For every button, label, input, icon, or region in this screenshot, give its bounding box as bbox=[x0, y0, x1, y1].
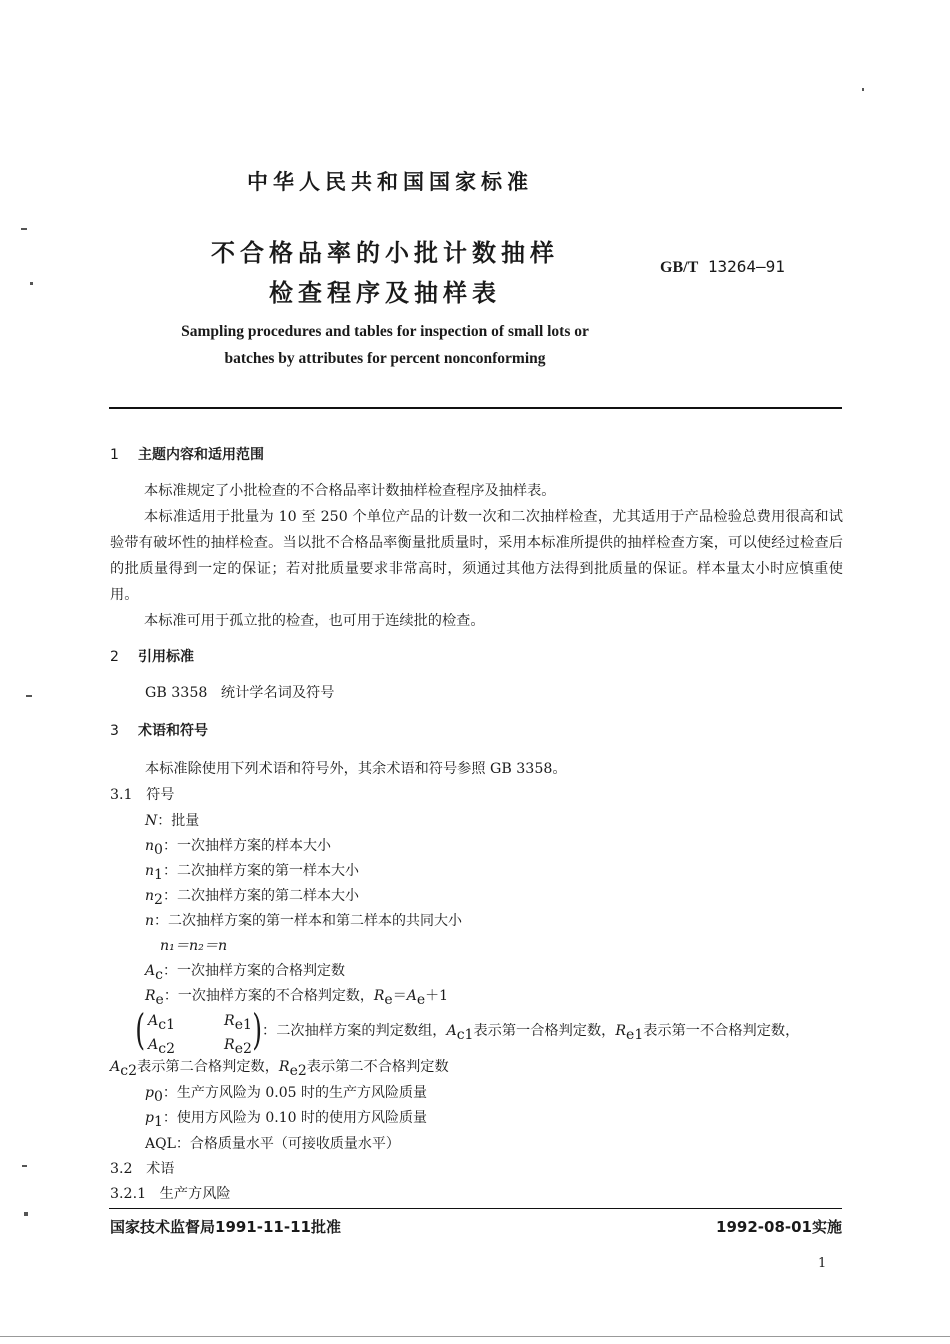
symbol-Re bbox=[145, 983, 448, 1013]
symbol-p0-letter: p bbox=[145, 1085, 154, 1101]
section-3-2-1-number: 3.2.1 bbox=[110, 1186, 147, 1202]
header-divider bbox=[109, 407, 842, 409]
symbol-Ac-letter: A bbox=[145, 963, 156, 979]
scan-speck bbox=[24, 1212, 28, 1216]
reference-code: GB 3358 bbox=[145, 685, 208, 701]
page-number: 1 bbox=[818, 1256, 827, 1271]
section-2-heading bbox=[110, 646, 194, 666]
section-3-2-1-heading bbox=[110, 1181, 231, 1207]
scan-speck bbox=[862, 88, 864, 91]
national-standard-title: 中华人民共和国国家标准 bbox=[247, 170, 533, 194]
matrix-definition-line-1 bbox=[262, 1018, 799, 1048]
matrix-definition-c: 表示第一不合格判定数， bbox=[643, 1023, 800, 1039]
matrix-right-brace: ) bbox=[252, 1005, 263, 1054]
section-1-number: 1 bbox=[110, 447, 119, 463]
scan-speck bbox=[30, 282, 33, 285]
matrix-Re1-letter: R bbox=[224, 1013, 235, 1029]
section-3-title: 术语和符号 bbox=[138, 723, 208, 739]
scan-edge-line bbox=[0, 1336, 950, 1337]
symbol-N-letter: N bbox=[145, 813, 158, 829]
equation-n1-n2-n: n₁＝n₂＝n bbox=[160, 938, 228, 954]
scan-speck bbox=[21, 228, 27, 230]
matrix-Ac1-letter: A bbox=[148, 1013, 159, 1029]
english-title-line-1: Sampling procedures and tables for inspection of small lots or bbox=[181, 323, 589, 340]
inline-Re1-subscript: e1 bbox=[626, 1026, 644, 1043]
equation-Re-lhs-subscript: e bbox=[384, 991, 393, 1008]
section-2-title: 引用标准 bbox=[138, 649, 194, 665]
standard-code: 13264—91 bbox=[707, 257, 785, 276]
symbol-aql: AQL：合格质量水平（可接收质量水平） bbox=[145, 1136, 400, 1152]
section-3-2-title: 术语 bbox=[146, 1161, 175, 1177]
matrix-Ac2-letter: A bbox=[148, 1037, 159, 1053]
section-2-number: 2 bbox=[110, 649, 119, 665]
effective-date: 1992-08-01实施 bbox=[716, 1218, 842, 1236]
symbol-p1-subscript: 1 bbox=[153, 1113, 163, 1130]
equation-Re-lhs: R bbox=[373, 988, 385, 1004]
symbol-N-definition: ：批量 bbox=[157, 813, 200, 829]
symbol-Re-definition: ：一次抽样方案的不合格判定数， bbox=[163, 988, 374, 1004]
symbol-n1-subscript: 1 bbox=[154, 866, 163, 883]
section-1-heading bbox=[110, 444, 264, 464]
section-3-1-title: 符号 bbox=[146, 787, 175, 803]
matrix-definition-a: ：二次抽样方案的判定数组， bbox=[262, 1023, 447, 1039]
english-title-line-2: batches by attributes for percent nonconforming bbox=[224, 350, 546, 367]
section-3-2-heading bbox=[110, 1156, 175, 1182]
equation-Re-plus-one: ＋1 bbox=[425, 988, 449, 1004]
section-1-paragraph-2: 本标准适用于批量为 10 至 250 个单位产品的计数一次和二次抽样检查，尤其适用于产品检验总费用很高和试验带有破坏性的抽样检查。当以批不合格品率衡量批质量时，采用本标准所提供的抽样检查方案，可以使经过检查后的批质量得到一定的保证；若对批质量要求非常高时，须通过其他方法得到批质量的保证。样本量太小时应慎重使用。 bbox=[110, 509, 843, 603]
symbol-n1-definition: ：二次抽样方案的第一样本大小 bbox=[162, 863, 359, 879]
symbol-n2-letter: n bbox=[145, 888, 155, 904]
inline-Re2-letter: R bbox=[278, 1059, 290, 1075]
approval-statement: 国家技术监督局1991-11-11批准 bbox=[110, 1218, 341, 1236]
equation-Re-rhs: A bbox=[406, 988, 417, 1004]
symbol-n-letter: n bbox=[145, 913, 155, 929]
symbol-p0-definition: ：生产方风险为 0.05 时的生产方风险质量 bbox=[162, 1085, 427, 1101]
matrix-left-brace: ( bbox=[135, 1005, 146, 1054]
symbol-Re-subscript: e bbox=[155, 991, 164, 1008]
symbol-n0-definition: ：一次抽样方案的样本大小 bbox=[162, 838, 331, 854]
section-1-title: 主题内容和适用范围 bbox=[138, 447, 264, 463]
matrix-Re2-subscript: e2 bbox=[234, 1040, 252, 1057]
section-3-1-number: 3.1 bbox=[110, 787, 133, 803]
symbol-n2-subscript: 2 bbox=[154, 891, 163, 908]
reference-title: 统计学名词及符号 bbox=[220, 685, 335, 701]
section-1-paragraph-3: 本标准可用于孤立批的检查，也可用于连续批的检查。 bbox=[144, 613, 485, 629]
symbol-p1-definition: ：使用方风险为 0.10 时的使用方风险质量 bbox=[162, 1110, 427, 1126]
section-3-2-1-title: 生产方风险 bbox=[159, 1186, 231, 1202]
symbol-Re-letter: R bbox=[145, 988, 156, 1004]
section-1-body bbox=[110, 478, 843, 634]
section-3-number: 3 bbox=[110, 723, 119, 739]
footer-divider bbox=[109, 1208, 842, 1209]
symbol-n2-definition: ：二次抽样方案的第二样本大小 bbox=[162, 888, 359, 904]
matrix-Re2-letter: R bbox=[224, 1037, 235, 1053]
matrix-Re1-subscript: e1 bbox=[234, 1016, 252, 1033]
symbol-n0-subscript: 0 bbox=[154, 841, 163, 858]
document-title-line-2: 检查程序及抽样表 bbox=[269, 279, 501, 307]
normative-reference bbox=[145, 680, 334, 706]
symbol-n0-letter: n bbox=[145, 838, 155, 854]
symbol-Ac-subscript: c bbox=[155, 966, 163, 983]
matrix-Ac2-subscript: c2 bbox=[158, 1040, 175, 1057]
inline-Re2-subscript: e2 bbox=[289, 1062, 307, 1079]
section-3-1-heading bbox=[110, 782, 175, 808]
section-1-paragraph-1: 本标准规定了小批检查的不合格品率计数抽样检查程序及抽样表。 bbox=[144, 483, 556, 499]
scan-speck bbox=[22, 1165, 27, 1167]
matrix-definition-e: 表示第二不合格判定数 bbox=[306, 1059, 449, 1075]
symbol-n1-letter: n bbox=[145, 863, 155, 879]
symbol-n bbox=[145, 908, 462, 934]
inline-Ac1-subscript: c1 bbox=[456, 1026, 474, 1043]
equation-Re-equals: ＝ bbox=[392, 988, 407, 1004]
inline-Ac2-letter: A bbox=[110, 1059, 121, 1075]
symbol-p0-subscript: 0 bbox=[153, 1088, 163, 1105]
inline-Ac1-letter: A bbox=[446, 1023, 457, 1039]
symbol-n-definition: ：二次抽样方案的第一样本和第二样本的共同大小 bbox=[154, 913, 463, 929]
symbol-Ac-definition: ：一次抽样方案的合格判定数 bbox=[162, 963, 345, 979]
inline-Re1-letter: R bbox=[615, 1023, 627, 1039]
standard-prefix: GB/T bbox=[660, 259, 699, 276]
inline-Ac2-subscript: c2 bbox=[120, 1062, 137, 1079]
section-3-intro: 本标准除使用下列术语和符号外，其余术语和符号参照 GB 3358。 bbox=[145, 761, 567, 777]
scan-speck bbox=[26, 695, 32, 697]
document-title-line-1: 不合格品率的小批计数抽样 bbox=[211, 239, 559, 267]
standard-number bbox=[660, 257, 785, 277]
equation-Re-rhs-subscript: e bbox=[416, 991, 426, 1008]
symbol-p1-letter: p bbox=[145, 1110, 154, 1126]
symbol-N bbox=[145, 808, 199, 834]
matrix-Ac1-subscript: c1 bbox=[158, 1016, 175, 1033]
matrix-definition-d: 表示第二合格判定数， bbox=[137, 1059, 279, 1075]
section-3-2-number: 3.2 bbox=[110, 1161, 133, 1177]
section-3-heading bbox=[110, 720, 208, 740]
matrix-definition-b: 表示第一合格判定数， bbox=[473, 1023, 616, 1039]
